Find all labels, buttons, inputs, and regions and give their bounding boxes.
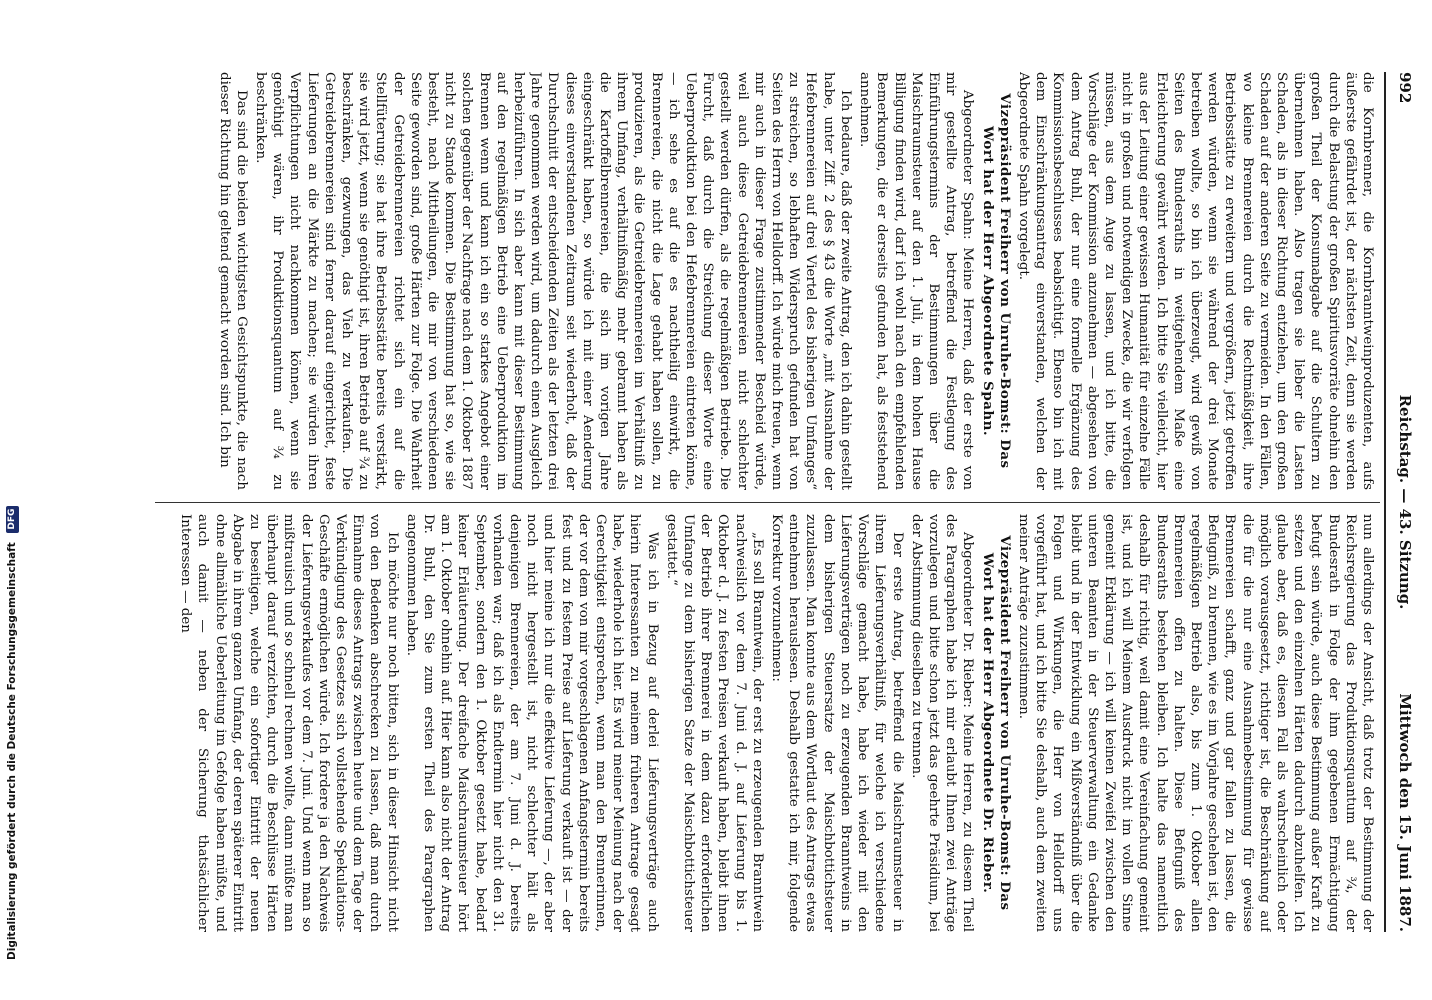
paragraph: Abgeordneter Dr. Rieber: Meine Herren, zu diesem Theil des Paragraphen habe ich mir erlaubt Ihnen zwei Anträge vorzulegen und bitte schon jetzt das geehrte Präsidium, bei der Abstimmung dieselben zu trennen. <box>908 514 976 932</box>
page-header <box>1390 72 1420 932</box>
footer-strip <box>0 0 24 1000</box>
dfg-logo: DFG <box>6 506 19 533</box>
paragraph: Der erste Antrag, betreffend die Maischraumsteuer in ihrem Lieferungsverhältniß, für welche ich verschiedene Vorschläge gemacht habe, habe ich wieder mit den Lieferungsverträgen noch zu erzeugenden Branntweins in dem bisherigen Steuersatze der Maischbottichsteuer zuzulassen. Man konnte aus dem Wortlaut des Antrags etwas entnehmen herauslesen. Deshalb gestatte ich mir, folgende Korrektur vorzunehmen: <box>769 514 905 932</box>
right-column <box>166 514 1376 932</box>
left-column <box>166 72 1376 490</box>
paragraph: Das sind die beiden wichtigsten Gesichtspunkte, die nach dieser Richtung hin geltend gemacht worden sind. Ich bin <box>216 72 249 490</box>
page-number: 992 <box>1396 72 1414 104</box>
paragraph: Ich bedaure, daß der zweite Antrag, den ich dahin gestellt habe, unter Ziff. 2 des § 43 die Worte „mit Ausnahme der Hefebrennereien auf drei Viertel des bisherigen Umfanges“ zu streichen, so lebhaften Widerspruch gefunden hat von Seiten des Herrn von Helldorff. Ich würde mich freuen, wenn mir auch in dieser Frage zustimmender Bescheid würde, weil auch diese Getreidebrennereien nicht schlechter gestellt werden dürfen, als die regelmäßigen Betriebe. Die Furcht, daß durch die Streichung dieser Worte eine Ueberproduktion bei den Hefebrennereien eintreten könne, — ich sehe es auf die es nachtheilig einwirkt, die Brennereien, die nicht die Lage gehabt haben sollen, zu produzieren, als die Getreidebrennereien im Verhältniß zu ihrem Umfang, verhältnißmäßig mehr gebrannt haben als die Kartoffelbrennereien, die sich im vorigen Jahre eingeschränkt haben, so würde ich mit einer Aenderung dieses einverstandenen Zeitraum seit wiederholt, daß der Durchschnitt der entscheidenden Zeiten als der letzten drei Jahre genommen werden wird, um dadurch einen Ausgleich herbeizuführen. In sich aber kann mit dieser Bestimmung auf den regelmäßigen Betrieb eine Ueberproduktion im Brennen wenn und kann ich ein so starkes Angebot einer solchen gegenüber der Nachfrage nach dem 1. Oktober 1887 nicht zu Stande kommen. Die Bestimmung hat so, wie sie besteht, nach Mittheilungen, die mir von verschiedenen Seite geworden sind, große Härten zur Folge. Die Wahrheit der Getreidebrennereien richtet sich ein auf die Stellfüterung; sie hat ihre Betriebsstätte bereits verstärkt, sie wird jetzt, wenn sie genöthigt ist, ihren Betrieb auf ¾ zu beschränken, gezwungen, das Vieh zu verkaufen. Die Getreidebrennereien sind ferner darauf eingerichtet, feste Lieferungen an die Märkte zu machen; sie würden ihren Verpflichtungen nicht nachkommen können, wenn sie genöthigt wären, ihr Produktionsquantum auf ¾ zu beschränken. <box>253 72 853 490</box>
speaker-paragraph: Vizepräsident Freiherr von Unruhe-Bomst: Das Wort hat der Herr Abgeordnete Spahn. <box>979 93 1013 469</box>
quoted-paragraph: „Es soll Branntwein, der erst zu erzeugenden Branntwein nachweislich vor dem 7. Juni d. J. auf Lieferung bis 1. Oktober d. J. zu festen Preisen verkauft haben, bleibt ihnen der Betrieb ihrer Brennerei in dem dazu erforderlichen Umfange zu dem bisherigen Satze der Maischbottichsteuer gestattet.“ <box>663 514 765 932</box>
paragraph: die Kornbrenner, die Kornbranntweinproduzenten, aufs äußerste gefährdet ist, der nächsten Zeit, denn sie werden durch die Belastung der großen Spiritusvorräte ohnehin den großen Theil der Konsumabgabe auf die Schultern zu übernehmen haben. Also tragen sie lieber die Lasten Schaden, als in dieser Richtung entziehen, um den großen Schaden auf der anderen Seite zu vermeiden. In den Fällen, wo kleine Brennereien durch die Rechtmäßigkeit, ihre Betriebsstätte zu erweitern und vergrößern, jetzt getroffen werden würden, wenn sie während der drei Monate betreiben wollte, so bin ich überzeugt, wird gewiß von Seiten des Bundesraths in weitgehendem Maße eine Erleichterung gewährt werden. Ich bitte Sie vielleicht, hier aus der Leitung einer gewissen Humanität für einzelne Fälle nicht in großen und notwendigen Zwecke, die wir verfolgen müssen, aus dem Auge zu lassen, und ich bitte, die Vorschläge der Kommission anzunehmen — abgesehen von dem Antrag Buhl, der nur eine formelle Ergänzung des Kommissionsbeschlusses beabsichtigt. Ebenso bin ich mit dem Einschränkungsantrag einverstanden, welchen der Abgeordnete Spahn vorgelegt. <box>1015 72 1375 490</box>
page-date: Mittwoch den 15. Juni 1887. <box>1396 693 1414 932</box>
speaker-paragraph: Vizepräsident Freiherr von Unruhe-Bomst: Das Wort hat der Herr Abgeordnete Dr. Rieber. <box>979 535 1013 911</box>
footer-text: Digitalisierung gefördert durch die Deutsche Forschungsgemeinschaft <box>6 542 18 960</box>
paragraph: Was ich in Bezug auf derlei Lieferungsverträge auch hierin Interessanten zu meinem früheren Antrage gesagt habe, wiederhole ich hier. Es wird meiner Meinung nach der Gerechtigkeit entsprechen, wenn man den Brennerinnen, der vor dem von mir vorgeschlagenen Anfangstermin bereits fest und zu festem Preise auf Lieferung verkauft ist — der und hier meine ich nur die effektive Lieferung —, der aber noch nicht hergestellt ist, nicht schlechter hält als denjenigen Brennereien, der am 7. Juni d. J. bereits vorhanden war; daß ich als Endtermin hier nicht den 31. September, sondern den 1. Oktober gesetzt habe, bedarf keiner Erläuterung. Der dreifache Maischraumsteuer hört am 1. Oktober ohnehin auf. Hier kann also nicht der Antrag Dr. Buhl, den Sie zum ersten Theil des Paragraphen angenommen haben. <box>403 514 660 932</box>
paragraph: nun allerdings der Ansicht, daß trotz der Bestimmung der Reichsregierung das Produktionsquantum auf ¾, der Bundesrath in Folge der ihm gegebenen Ermächtigung befugt sein würde, auch diese Bestimmung außer Kraft zu setzen und den einzelnen Härten dadurch abzuhelfen. Ich glaube aber, daß es, diesen Fall als wahrscheinlich oder möglich vorausgesetzt, richtiger ist, die Beschränkung auf die für die nur eine Ausnahmebestimmung für gewisse Brennereien schafft, ganz und gar fallen zu lassen, die Befugniß, zu brennen, wie es im Vorjahre geschehen ist, den regelmäßigen Betrieb also, bis zum 1. Oktober allen Brennereien offen zu halten. Diese Befugniß des Bundesraths bestehen bleiben. Ich halte das namentlich deshalb für richtig, weil damit eine Vereinfachung gemeint ist, und ich will Meinem Ausdruck nicht im vollen Sinne gemeint Erklärung — ich will keinen Zweifel zwischen den unteren Beamten in der Steuerverwaltung ein Gedanke bleibt und in der Entwicklung ein Mißverständniß über die Folgen und Wirkungen, die Herr von Helldorff uns vorgeführt hat, und ich bitte Sie deshalb, auch dem zweiten meiner Anträge zuzustimmen. <box>1015 514 1375 932</box>
column-divider <box>155 502 1380 503</box>
paragraph: Ich möchte nur noch bitten, sich in dieser Hinsicht nicht von den Bedenken abschrecken zu lassen, daß man durch Einnahme dieses Antrags zwischen heute und dem Tage der Verkündigung des Gesetzes sich vollstehende Spekulations-Geschäfte ermöglichen würde. Ich fordere ja den Nachweis der Lieferungsverkaufes vor dem 7. Juni. Und wenn man so mißtrauisch und so schnell rechnen wollte, dann müßte man überhaupt darauf verzichten, durch die Beschlüsse Härten zu beseitigen, welche ein sofortiger Eintritt der neuen Abgabe in ihrem ganzen Umfang, der deren späterer Eintritt ohne allmähliche Ueberleitung im Gefolge haben müßte, und auch damit — neben der Sicherung thatsächlicher Interessen — den <box>178 514 400 932</box>
page-title: Reichstag. — 43. Sitzung. <box>1396 394 1414 610</box>
footer <box>0 0 24 1000</box>
paragraph: Abgeordneter Spahn: Meine Herren, daß der erste von mir gestellte Antrag, betreffend die Festlegung des Einführungstermins der Bestimmungen über die Maischraumsteuer auf den 1. Juli, in dem hohen Hause Billigung finden wird, darf ich wohl nach den empfehlenden Bemerkungen, die er derseits gefunden hat, als feststehend annehmen. <box>857 72 976 490</box>
header-rule <box>1384 72 1386 932</box>
